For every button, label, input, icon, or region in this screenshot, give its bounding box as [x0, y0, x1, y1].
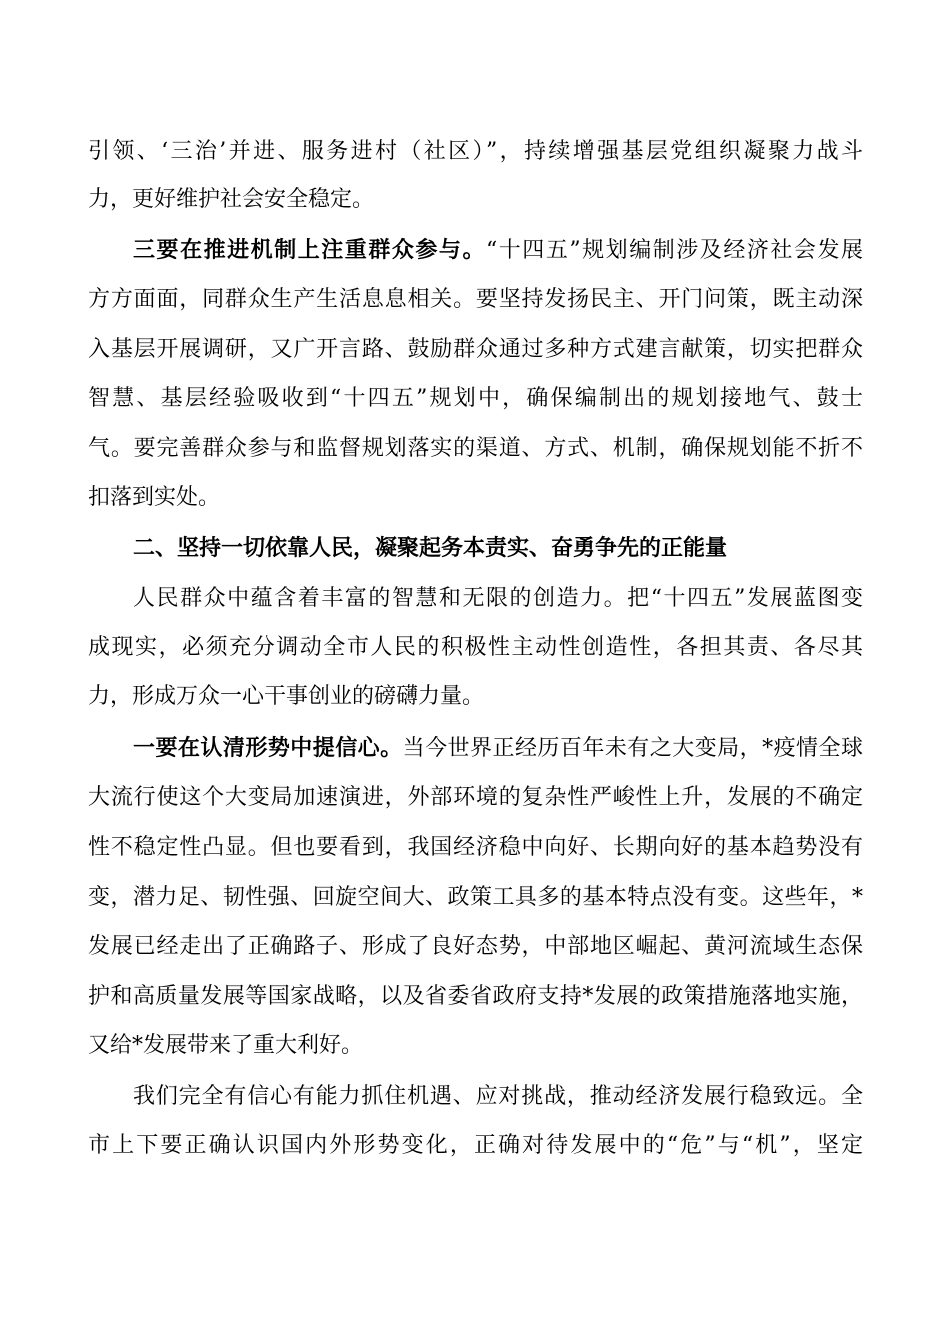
text-line: 市上下要正确认识国内外形势变化，正确对待发展中的“危”与“机”，坚定 [88, 1133, 863, 1158]
text-run: 当今世界正经历百年未有之大变局，*疫情全球 [402, 736, 863, 761]
text-line: 力，形成万众一心干事创业的磅礴力量。 [88, 684, 485, 709]
text-run: “十四五”规划编制涉及经济社会发展 [485, 238, 863, 263]
section-heading: 二、坚持一切依靠人民，凝聚起务本责实、奋勇争先的正能量 [133, 535, 728, 561]
bold-lead: 三要在推进机制上注重群众参与。 [133, 237, 486, 263]
text-line: 人民群众中蕴含着丰富的智慧和无限的创造力。把“十四五”发展蓝图变 [133, 586, 863, 611]
text-line: 护和高质量发展等国家战略，以及省委省政府支持*发展的政策措施落地实施， [88, 984, 863, 1009]
bold-lead: 一要在认清形势中提信心。 [133, 735, 403, 761]
text-line: 成现实，必须充分调动全市人民的积极性主动性创造性，各担其责、各尽其 [88, 635, 863, 660]
text-line: 力，更好维护社会安全稳定。 [88, 187, 375, 212]
paragraph-first-line [133, 235, 863, 265]
text-line: 智慧、基层经验吸收到“十四五”规划中，确保编制出的规划接地气、鼓士 [88, 386, 863, 411]
text-line: 又给*发展带来了重大利好。 [88, 1033, 364, 1058]
text-line: 气。要完善群众参与和监督规划落实的渠道、方式、机制，确保规划能不折不 [88, 436, 863, 461]
text-line: 扣落到实处。 [88, 485, 221, 510]
paragraph-first-line [133, 733, 863, 763]
text-line: 性不稳定性凸显。但也要看到，我国经济稳中向好、长期向好的基本趋势没有 [88, 835, 863, 860]
text-line: 引领、‘三治’并进、服务进村（社区）”，持续增强基层党组织凝聚力战斗 [88, 139, 863, 164]
text-line: 入基层开展调研，又广开言路、鼓励群众通过多种方式建言献策，切实把群众 [88, 337, 863, 362]
text-line: 变，潜力足、韧性强、回旋空间大、政策工具多的基本特点没有变。这些年，* [88, 885, 863, 910]
text-line: 发展已经走出了正确路子、形成了良好态势，中部地区崛起、黄河流域生态保 [88, 934, 863, 959]
text-line: 方方面面，同群众生产生活息息相关。要坚持发扬民主、开门问策，既主动深 [88, 287, 863, 312]
text-line: 我们完全有信心有能力抓住机遇、应对挑战，推动经济发展行稳致远。全 [133, 1084, 863, 1109]
text-line: 大流行使这个大变局加速演进，外部环境的复杂性严峻性上升，发展的不确定 [88, 785, 863, 810]
